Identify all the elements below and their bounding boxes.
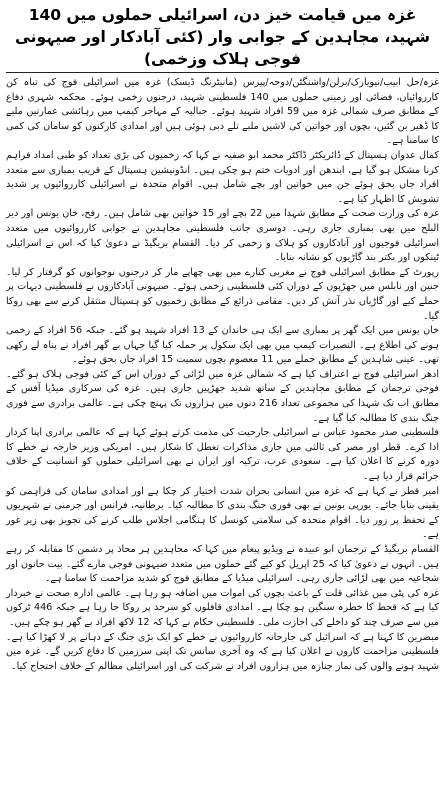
article-paragraph: خان یونس میں ایک گھر پر بمباری سے ایک ہی خاندان کے 13 افراد شہید ہو گئے۔ جبکہ 56 افراد کے زخمی ہونے کی اطلاع ہے۔ النصیرات کیمپ میں بھی ایک سکول پر حملہ کیا گیا جہاں بے گھر افراد نے پناہ لے رکھی تھی۔ عینی شاہدین کے مطابق حملے میں 11 معصوم بچوں سمیت 15 افراد جاں بحق ہوئے۔ (6, 325, 439, 366)
article-paragraph: فلسطینی صدر محمود عباس نے اسرائیلی جارحیت کی مذمت کرتے ہوئے کہا ہے کہ عالمی برادری اپنا کردار ادا کرے۔ قطر اور مصر کی ثالثی میں جاری مذاکرات تعطل کا شکار ہیں۔ امریکی وزیر خارجہ نے خطے کا دورہ کرنے کا اعلان کیا ہے۔ سعودی عرب، ترکیہ اور ایران نے بھی اسرائیلی حملوں کو انسانیت کے خلاف جرائم قرار دیا ہے۔ (6, 427, 439, 483)
article-paragraph: کمال عدوان ہسپتال کے ڈائریکٹر ڈاکٹر محمد ابو صفیہ نے کہا کہ زخمیوں کی بڑی تعداد کو طبی امداد فراہم کرنا مشکل ہو گیا ہے، ایندھن اور ادویات ختم ہو چکی ہیں۔ انڈونیشین ہسپتال کے قریب بمباری سے متعدد افراد جاں بحق ہوئے جن میں خواتین اور بچے شامل ہیں۔ اقوام متحدہ نے اسرائیلی کارروائیوں پر شدید تشویش کا اظہار کیا ہے۔ (6, 149, 439, 205)
article-headline: غزہ میں قیامت خیز دن، اسرائیلی حملوں میں 140 شہید، مجاہدین کے جوابی وار (کئی آبادکار اور صیہونی فوجی ہلاک وزخمی) (6, 4, 439, 73)
article-paragraph: غزہ کی پٹی میں غذائی قلت کے باعث بچوں کی اموات میں اضافہ ہو رہا ہے۔ عالمی ادارہ صحت نے خبردار کیا ہے کہ قحط کا خطرہ سنگین ہو چکا ہے۔ امدادی قافلوں کو سرحد پر روکا جا رہا ہے جبکہ 446 ٹرکوں میں سے صرف چند کو داخلے کی اجازت ملی۔ فلسطینی حکام نے کہا کہ 12 لاکھ افراد بے گھر ہو چکے ہیں۔ (6, 587, 439, 628)
article-paragraph: ادھر اسرائیلی فوج نے اعتراف کیا ہے کہ شمالی غزہ میں لڑائی کے دوران اس کے کئی فوجی ہلاک ہو گئے۔ فوجی ترجمان کے مطابق مجاہدین کے ساتھ شدید جھڑپیں جاری ہیں۔ غزہ کی سرکاری میڈیا آفس کے مطابق اب تک شہدا کی مجموعی تعداد 216 دنوں میں ہزاروں تک پہنچ چکی ہے۔ عالمی برادری سے فوری جنگ بندی کا مطالبہ کیا گیا ہے۔ (6, 368, 439, 424)
article-paragraph: امیر قطر نے کہا ہے کہ غزہ میں انسانی بحران شدت اختیار کر چکا ہے اور امدادی سامان کی فراہمی کو یقینی بنایا جائے۔ یورپی یونین نے بھی فوری جنگ بندی کا مطالبہ کیا۔ برطانیہ، فرانس اور جرمنی نے شہریوں کے تحفظ پر زور دیا۔ اقوام متحدہ کی سلامتی کونسل کا ہنگامی اجلاس طلب کرنے کی تجویز بھی زیر غور ہے۔ (6, 485, 439, 541)
article-paragraph: غزہ کی وزارت صحت کے مطابق شہدا میں 22 بچے اور 15 خواتین بھی شامل ہیں۔ رفح، خان یونس اور دیر البلح میں بھی بمباری جاری رہی۔ دوسری جانب فلسطینی مجاہدین نے جوابی کارروائیوں میں متعدد اسرائیلی فوجیوں اور آبادکاروں کو ہلاک و زخمی کر دیا۔ القسام بریگیڈ نے دعویٰ کیا کہ اس نے اسرائیلی ٹینکوں اور بکتر بند گاڑیوں کو نشانہ بنایا۔ (6, 208, 439, 264)
article-paragraph: غزہ/حل ابیب/نیویارک/برلن/واشنگٹن/دوحہ/پیرس (مانیٹرنگ ڈیسک) غزہ میں اسرائیلی فوج کی تباہ کن کارروائیاں، فضائی اور زمینی حملوں میں 140 فلسطینی شہید، درجنوں زخمی ہوئے۔ محکمہ شہری دفاع کے مطابق صرف شمالی غزہ میں 59 افراد شہید ہوئے۔ جبالیہ کے مہاجر کیمپ میں رہائشی عمارتیں ملبے کا ڈھیر بن گئیں، بچوں اور خواتین کی لاشیں ملبے تلے دبی ہوئی ہیں اور امدادی کارکنوں کو سامان کی کمی کا سامنا ہے۔ (6, 77, 439, 147)
article-paragraph: مبصرین کا کہنا ہے کہ اسرائیل کی جارحانہ کارروائیوں نے خطے کو ایک بڑی جنگ کے دہانے پر لا کھڑا کیا ہے۔ فلسطینی مزاحمت کاروں نے اعلان کیا ہے کہ وہ آخری سانس تک اپنی سرزمین کا دفاع کریں گے۔ غزہ میں شہید ہونے والوں کی نماز جنازہ میں ہزاروں افراد نے شرکت کی اور اسرائیلی مظالم کے خلاف احتجاج کیا۔ (6, 631, 439, 672)
article-paragraph: القسام بریگیڈ کے ترجمان ابو عبیدہ نے ویڈیو پیغام میں کہا کہ مجاہدین ہر محاذ پر دشمن کا مقابلہ کر رہے ہیں۔ انہوں نے دعویٰ کیا کہ 25 اپریل کو کیے گئے حملوں میں متعدد صیہونی فوجی مارے گئے۔ بیت حانون اور شجاعیہ میں بھی لڑائی جاری رہی۔ اسرائیلی میڈیا کے مطابق فوج کو شدید مزاحمت کا سامنا ہے۔ (6, 544, 439, 585)
article-paragraph: رپورٹ کے مطابق اسرائیلی فوج نے مغربی کنارے میں بھی چھاپے مار کر درجنوں نوجوانوں کو گرفتار کر لیا۔ جنین اور نابلس میں جھڑپوں کے دوران کئی فلسطینی زخمی ہوئے۔ صیہونی آبادکاروں نے فلسطینی دیہات پر حملے کیے اور گاڑیاں نذر آتش کر دیں۔ مقامی ذرائع کے مطابق زخمیوں کو ہسپتال منتقل کرنے سے بھی روکا گیا۔ (6, 266, 439, 322)
article-body (6, 76, 439, 674)
